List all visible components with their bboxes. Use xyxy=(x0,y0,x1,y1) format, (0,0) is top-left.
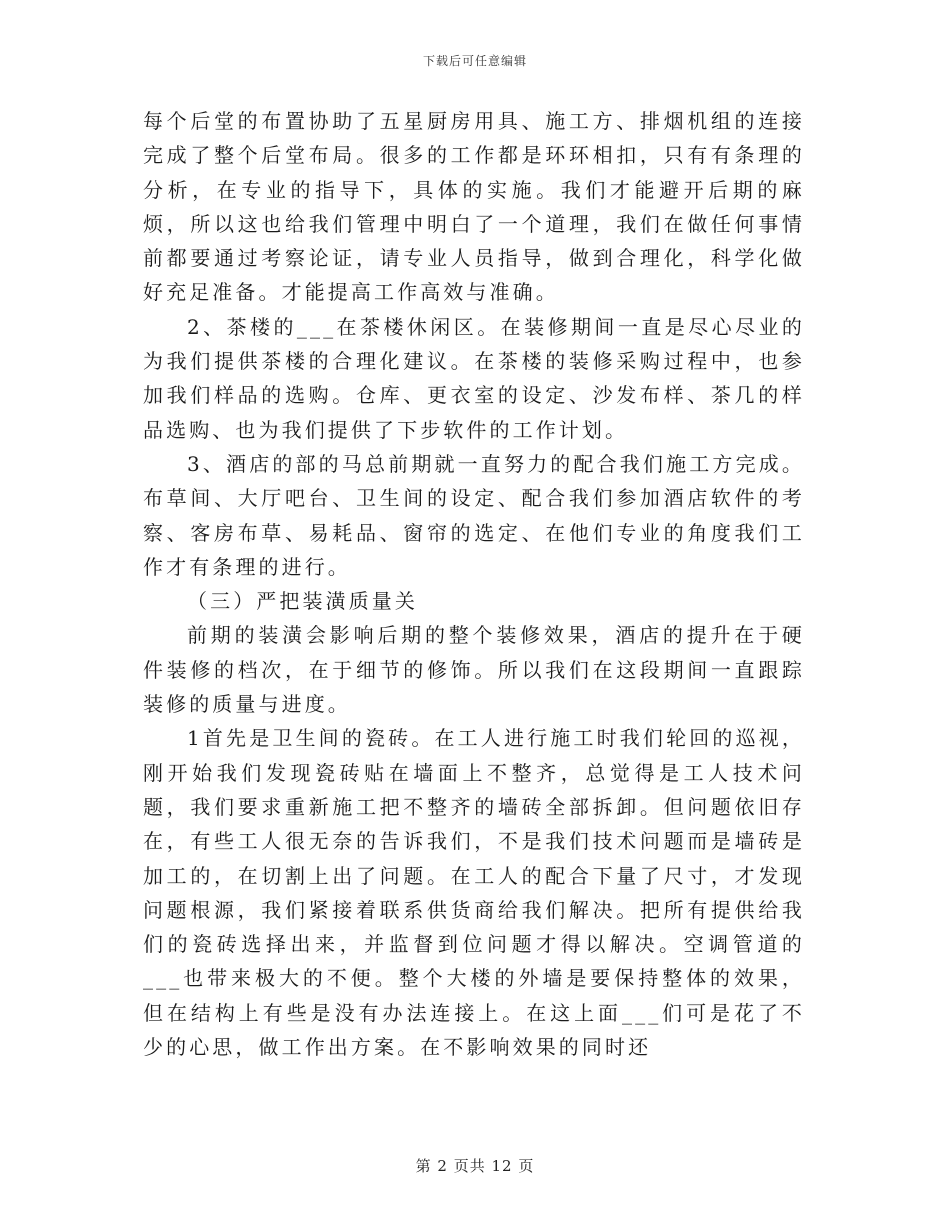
section-heading: （三）严把装潢质量关 xyxy=(187,589,418,614)
page-header: 下载后可任意编辑 xyxy=(422,54,527,68)
paragraph-3: 3、酒店的部的马总前期就一直努力的配合我们施工方完成。布草间、大厅吧台、卫生间的设定、配合我们参加酒店软件的考察、客房布草、易耗品、窗帘的选定、在他们专业的角度我们工作才有条理的进行。 xyxy=(143,451,805,579)
paragraph-5: 1首先是卫生间的瓷砖。在工人进行施工时我们轮回的巡视，刚开始我们发现瓷砖贴在墙面上不整齐，总觉得是工人技术问题，我们要求重新施工把不整齐的墙砖全部拆卸。但问题依旧存在，有些工人很无奈的告诉我们，不是我们技术问题而是墙砖是加工的，在切割上出了问题。在工人的配合下量了尺寸，才发现问题根源，我们紧接着联系供货商给我们解决。把所有提供给我们的瓷砖选择出来，并监督到位问题才得以解决。空调管道的___也带来极大的不便。整个大楼的外墙是要保持整体的效果，但在结构上有些是没有办法连接上。在这上面___们可是花了不少的心思，做工作出方案。在不影响效果的同时还 xyxy=(143,726,805,1060)
paragraph-1: 每个后堂的布置协助了五星厨房用具、施工方、排烟机组的连接完成了整个后堂布局。很多的工作都是环环相扣，只有有条理的分析，在专业的指导下，具体的实施。我们才能避开后期的麻烦，所以这也给我们管理中明白了一个道理，我们在做任何事情前都要通过考察论证，请专业人员指导，做到合理化，科学化做好充足准备。才能提高工作高效与准确。 xyxy=(143,109,805,305)
paragraph-2: 2、茶楼的___在茶楼休闲区。在装修期间一直是尽心尽业的为我们提供茶楼的合理化建议。在茶楼的装修采购过程中，也参加我们样品的选购。仓库、更衣室的设定、沙发布样、茶几的样品选购、也为我们提供了下步软件的工作计划。 xyxy=(143,314,805,442)
page-footer: 第 2 页共 12 页 xyxy=(415,1157,535,1175)
document-body xyxy=(143,104,805,1064)
paragraph-4: 前期的装潢会影响后期的整个装修效果，酒店的提升在于硬件装修的档次，在于细节的修饰。所以我们在这段期间一直跟踪装修的质量与进度。 xyxy=(143,623,805,717)
